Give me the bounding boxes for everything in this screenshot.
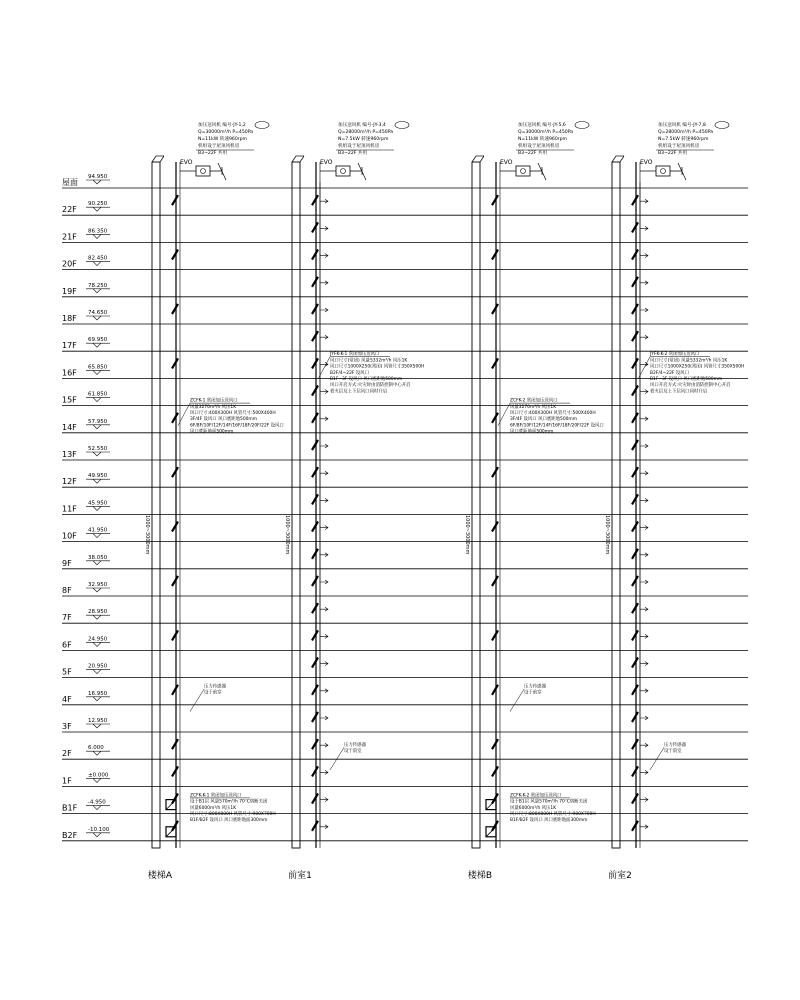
- floor-elevation: 52.550: [88, 446, 108, 452]
- floor-elevation: 38.050: [88, 554, 108, 561]
- fan-note-line: 加压送风机 编号-JY-7,8: [658, 123, 706, 128]
- floor-elevation: 61.850: [88, 391, 108, 398]
- fan-note-line: N=7.5kW 转速960rpm: [338, 137, 389, 142]
- floor-label: 13F: [62, 450, 77, 459]
- riser-note: 1000~3000mm: [464, 515, 470, 555]
- fan-note-line: Q=30000m³/h P=450Pa: [518, 130, 574, 135]
- outlet-note-line: B2F/4~22F 设风口: [650, 370, 689, 376]
- floor-label: 22F: [62, 205, 77, 215]
- sensor-note-line: 压力传感器: [664, 743, 686, 748]
- floor-elevation: ±0.000: [88, 772, 109, 779]
- fan-tag: EVO: [500, 159, 513, 166]
- floor-elevation: 24.950: [88, 636, 108, 643]
- fan-note-line: B3~22F 共用: [338, 151, 368, 156]
- floor-elevation: 65.850: [88, 364, 108, 371]
- shaft-name: 前室2: [608, 871, 632, 881]
- floor-label: B1F: [62, 803, 78, 813]
- fan-note-line: B3~22F 共用: [658, 151, 688, 156]
- outlet-note-line: 风口底距地面500mm: [510, 429, 554, 435]
- outlet-note-line: JYFK-K-1 常闭加压送风口: [330, 352, 380, 358]
- fan-tag: EVO: [640, 159, 653, 166]
- riser-note: 1000~3000mm: [144, 515, 150, 555]
- outlet-note-line: B2F/4~22F 设风口: [330, 370, 369, 376]
- base-note-line: ZCFK-K-2 常闭加压送风口: [510, 793, 562, 799]
- floor-elevation: 86.350: [88, 228, 108, 235]
- fan-note-line: 机组设于屋顶风机房: [658, 144, 700, 149]
- outlet-note-line: B1F~3F 设风口 风口底距地500mm: [330, 377, 403, 382]
- floor-label: 1F: [62, 776, 72, 786]
- floor-elevation: 45.950: [88, 500, 108, 507]
- shaft-name: 前室1: [288, 871, 312, 881]
- floor-label: 11F: [62, 504, 77, 514]
- floor-label: 20F: [62, 259, 77, 269]
- floor-label: 15F: [62, 395, 77, 405]
- outlet-note-line: 6F/8F/10F/12F/14F/16F/18F/20F/22F 设风口: [190, 423, 284, 429]
- outlet-note-line: B1F~3F 设风口 风口底距地500mm: [650, 377, 723, 382]
- floor-elevation: 20.950: [88, 663, 108, 670]
- fan-tag: EVO: [180, 159, 193, 166]
- outlet-note-line: 风口尺寸1000X250(常闭) 风管尺寸350X500H: [330, 364, 425, 370]
- floor-elevation: 16.950: [88, 690, 108, 697]
- floor-elevation: 6.000: [88, 745, 104, 752]
- outlet-note-line: 着火层及上下层风口同时开启: [330, 389, 388, 395]
- outlet-note-line: 风口开启方式:火灾时由消防控制中心开启: [650, 383, 731, 389]
- base-note-line: 设于B1层 风量570m³/h 70℃熔断关闭: [510, 799, 588, 805]
- floor-elevation: 69.950: [88, 337, 108, 344]
- sensor-note-line: 设于前室: [204, 690, 222, 696]
- base-note-line: 风口尺寸:800X800H 风管尺寸:900X700H: [510, 812, 596, 817]
- fan-note-line: Q=28000m³/h P=450Pa: [338, 130, 394, 135]
- fan-note-line: N=11kW 转速960rpm: [198, 137, 248, 142]
- sensor-note-line: 压力传感器: [344, 743, 366, 748]
- fan-note-line: 加压送风机 编号-JY-3,4: [338, 123, 386, 128]
- outlet-note-line: 风口底距地面500mm: [190, 429, 234, 435]
- sensor-note-line: 设于前室: [344, 749, 362, 754]
- fan-note-line: Q=28000m³/h P=450Pa: [658, 130, 714, 135]
- outlet-note-line: 风口尺寸(常闭) 风量5332m³/h 风压1K: [650, 358, 728, 364]
- floor-label: 4F: [62, 694, 72, 704]
- floor-label: 18F: [62, 314, 77, 323]
- floor-elevation: 41.950: [88, 527, 108, 534]
- fan-note-line: 加压送风机 编号-JY-1,2: [198, 123, 246, 128]
- outlet-note-line: 3F/4F 设风口 风口底距地500mm: [190, 417, 257, 423]
- fan-note-line: N=11kW 转速960rpm: [518, 137, 568, 142]
- floor-label: 12F: [62, 477, 77, 487]
- floor-label: 2F: [62, 749, 72, 759]
- outlet-note-line: 3F/4F 设风口 风口底距地500mm: [510, 417, 577, 423]
- floor-elevation: 82.450: [88, 255, 108, 262]
- shaft-name: 楼梯A: [147, 871, 173, 881]
- outlet-note-line: 风口尺寸:400X300H 风管尺寸:500X400H: [510, 411, 596, 416]
- outlet-note-line: ZCFK-2 常闭加压送风口: [510, 398, 558, 404]
- fan-note-line: B3~22F 共用: [518, 151, 548, 156]
- riser-note: 1000~3000mm: [284, 515, 290, 555]
- fan-note-line: N=7.5kW 转速960rpm: [658, 137, 709, 142]
- floor-elevation: 74.650: [88, 310, 108, 316]
- fan-note-line: 加压送风机 编号-JY-5,6: [518, 123, 566, 128]
- fan-note-line: Q=30000m³/h P=450Pa: [198, 130, 254, 135]
- floor-label: 8F: [62, 586, 72, 595]
- fan-note-line: B3~22F 共用: [198, 151, 228, 156]
- sensor-note-line: 压力传感器: [524, 684, 546, 690]
- outlet-note-line: 风口尺寸:400X300H 风管尺寸:500X400H: [190, 411, 276, 416]
- floor-label: 17F: [62, 341, 77, 351]
- outlet-note-line: ZCFK-1 常闭加压送风口: [190, 398, 238, 404]
- floor-elevation: -4.950: [88, 799, 106, 806]
- floor-label: 14F: [62, 422, 77, 432]
- outlet-note-line: 风量3270m³/h 风压1K: [510, 404, 557, 410]
- floor-label: B2F: [62, 830, 78, 840]
- outlet-note-line: 风口尺寸(常闭) 风量5332m³/h 风压1K: [330, 358, 408, 364]
- sensor-note-line: 设于前室: [524, 690, 542, 696]
- floor-elevation: 32.950: [88, 582, 108, 588]
- floor-label: 16F: [62, 368, 77, 378]
- floor-label: 3F: [62, 722, 72, 731]
- floor-elevation: 78.250: [88, 282, 108, 289]
- floor-elevation: 49.950: [88, 473, 108, 480]
- riser-note: 1000~3000mm: [604, 515, 610, 555]
- fan-note-line: 机组设于屋顶风机房: [518, 144, 560, 149]
- sensor-note-line: 设于前室: [664, 749, 682, 754]
- base-note-line: 风量6000m³/h 风压1K: [190, 805, 237, 811]
- base-note-line: 设于B1层 风量570m³/h 70℃熔断关闭: [190, 799, 268, 805]
- floor-label: 9F: [62, 558, 72, 568]
- outlet-note-line: 风口尺寸1000X250(常闭) 风管尺寸350X500H: [650, 364, 745, 370]
- fan-note-line: 机组设于屋顶风机房: [198, 144, 240, 149]
- floor-label: 10F: [62, 531, 77, 541]
- base-note-line: 风量6000m³/h 风压1K: [510, 805, 557, 811]
- base-note-line: B1F/B2F 设风口 风口底距地面300mm: [190, 818, 268, 824]
- base-note-line: B1F/B2F 设风口 风口底距地面300mm: [510, 818, 588, 824]
- floor-label: 5F: [62, 667, 72, 677]
- outlet-note-line: 风量3270m³/h 风压1K: [190, 404, 237, 410]
- floor-label: 21F: [62, 232, 77, 242]
- sensor-note-line: 压力传感器: [204, 684, 226, 690]
- floor-elevation: 28.950: [88, 609, 108, 616]
- floor-elevation: -10.100: [88, 826, 110, 833]
- outlet-note-line: JYFK-K-2 常闭加压送风口: [650, 352, 700, 358]
- floor-label: 19F: [62, 286, 77, 296]
- outlet-note-line: 风口开启方式:火灾时由消防控制中心开启: [330, 383, 411, 389]
- floor-elevation: 94.950: [88, 174, 108, 180]
- floor-label: 7F: [62, 613, 72, 623]
- base-note-line: ZCFK-K-1 常闭加压送风口: [190, 793, 242, 799]
- outlet-note-line: 着火层及上下层风口同时开启: [650, 389, 708, 395]
- floor-elevation: 90.250: [88, 201, 108, 208]
- fan-tag: EVO: [320, 159, 333, 166]
- floor-label: 6F: [62, 640, 72, 650]
- base-note-line: 风口尺寸:800X800H 风管尺寸:900X700H: [190, 812, 276, 817]
- floor-elevation: 57.950: [88, 418, 108, 425]
- floor-label: 屋面: [62, 178, 78, 187]
- outlet-note-line: 6F/8F/10F/12F/14F/16F/18F/20F/22F 设风口: [510, 423, 604, 429]
- fan-note-line: 机组设于屋顶风机房: [338, 144, 380, 149]
- floor-elevation: 12.950: [88, 718, 108, 724]
- shaft-name: 楼梯B: [467, 871, 493, 881]
